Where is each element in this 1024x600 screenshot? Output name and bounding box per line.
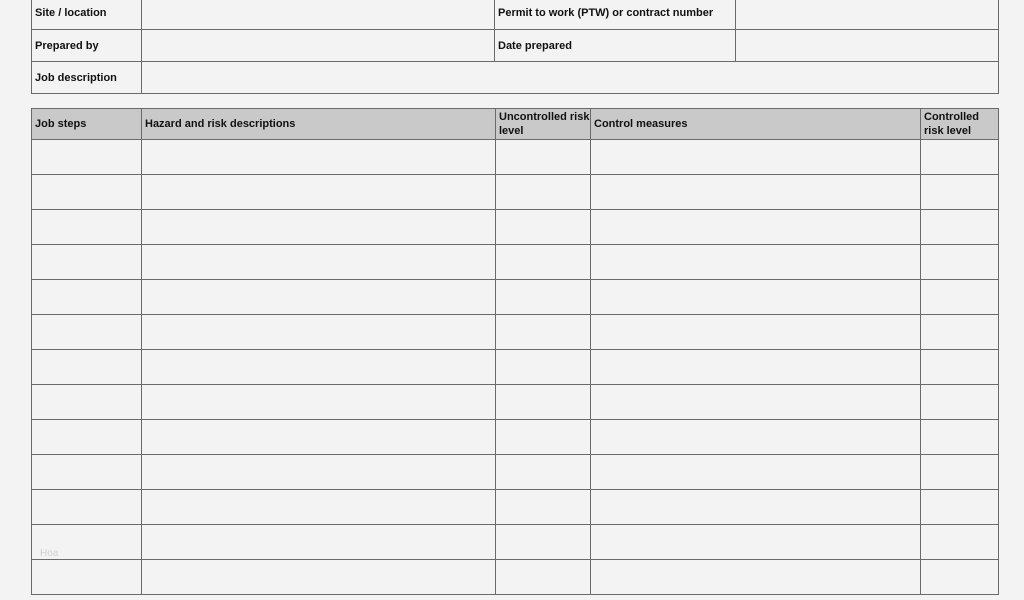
uncontrolled-risk-cell[interactable] <box>496 385 591 420</box>
hazard-cell[interactable] <box>142 140 496 175</box>
table-row <box>32 245 999 280</box>
hazard-cell[interactable] <box>142 420 496 455</box>
risk-table-body <box>32 140 999 595</box>
faint-watermark: Hoa <box>40 548 59 559</box>
col-uncontrolled-risk: Uncontrolled risk level <box>496 109 591 140</box>
col-hazard-risk: Hazard and risk descriptions <box>142 109 496 140</box>
col-controlled-risk: Controlled risk level <box>921 109 999 140</box>
table-row <box>32 420 999 455</box>
prepared-by-label: Prepared by <box>32 30 142 62</box>
job-steps-cell[interactable] <box>32 245 142 280</box>
hazard-cell[interactable] <box>142 175 496 210</box>
job-description-label: Job description <box>32 62 142 94</box>
controlled-risk-cell[interactable] <box>921 140 999 175</box>
uncontrolled-risk-cell[interactable] <box>496 490 591 525</box>
job-steps-cell[interactable] <box>32 560 142 595</box>
controlled-risk-cell[interactable] <box>921 455 999 490</box>
uncontrolled-risk-cell[interactable] <box>496 560 591 595</box>
hazard-cell[interactable] <box>142 455 496 490</box>
job-steps-cell[interactable] <box>32 175 142 210</box>
control-measures-cell[interactable] <box>591 455 921 490</box>
job-info-table <box>31 0 999 94</box>
control-measures-cell[interactable] <box>591 175 921 210</box>
uncontrolled-risk-cell[interactable] <box>496 175 591 210</box>
info-row-prepared <box>32 30 999 62</box>
ptw-label: Permit to work (PTW) or contract number <box>495 0 736 30</box>
uncontrolled-risk-cell[interactable] <box>496 315 591 350</box>
controlled-risk-cell[interactable] <box>921 560 999 595</box>
control-measures-cell[interactable] <box>591 560 921 595</box>
job-steps-cell[interactable] <box>32 455 142 490</box>
control-measures-cell[interactable] <box>591 210 921 245</box>
controlled-risk-cell[interactable] <box>921 385 999 420</box>
risk-assessment-table <box>31 108 999 595</box>
job-steps-cell[interactable] <box>32 315 142 350</box>
table-row <box>32 175 999 210</box>
hazard-cell[interactable] <box>142 525 496 560</box>
uncontrolled-risk-cell[interactable] <box>496 455 591 490</box>
hazard-cell[interactable] <box>142 350 496 385</box>
uncontrolled-risk-cell[interactable] <box>496 210 591 245</box>
control-measures-cell[interactable] <box>591 490 921 525</box>
controlled-risk-cell[interactable] <box>921 175 999 210</box>
controlled-risk-cell[interactable] <box>921 420 999 455</box>
controlled-risk-cell[interactable] <box>921 350 999 385</box>
hazard-cell[interactable] <box>142 245 496 280</box>
site-location-field[interactable] <box>142 0 495 30</box>
control-measures-cell[interactable] <box>591 420 921 455</box>
table-row <box>32 385 999 420</box>
table-row <box>32 315 999 350</box>
table-row <box>32 490 999 525</box>
job-steps-cell[interactable] <box>32 420 142 455</box>
job-steps-cell[interactable] <box>32 490 142 525</box>
hazard-cell[interactable] <box>142 490 496 525</box>
job-steps-cell[interactable] <box>32 210 142 245</box>
hazard-cell[interactable] <box>142 560 496 595</box>
ptw-field[interactable] <box>736 0 999 30</box>
uncontrolled-risk-cell[interactable] <box>496 420 591 455</box>
controlled-risk-cell[interactable] <box>921 525 999 560</box>
hazard-cell[interactable] <box>142 210 496 245</box>
col-control-measures: Control measures <box>591 109 921 140</box>
table-row <box>32 525 999 560</box>
table-row <box>32 210 999 245</box>
table-row <box>32 560 999 595</box>
control-measures-cell[interactable] <box>591 385 921 420</box>
col-job-steps: Job steps <box>32 109 142 140</box>
info-row-site <box>32 0 999 30</box>
job-steps-cell[interactable] <box>32 350 142 385</box>
control-measures-cell[interactable] <box>591 525 921 560</box>
control-measures-cell[interactable] <box>591 245 921 280</box>
controlled-risk-cell[interactable] <box>921 245 999 280</box>
controlled-risk-cell[interactable] <box>921 315 999 350</box>
uncontrolled-risk-cell[interactable] <box>496 525 591 560</box>
uncontrolled-risk-cell[interactable] <box>496 350 591 385</box>
uncontrolled-risk-cell[interactable] <box>496 280 591 315</box>
controlled-risk-cell[interactable] <box>921 210 999 245</box>
job-steps-cell[interactable] <box>32 140 142 175</box>
job-steps-cell[interactable] <box>32 280 142 315</box>
hazard-cell[interactable] <box>142 385 496 420</box>
table-row <box>32 350 999 385</box>
date-prepared-label: Date prepared <box>495 30 736 62</box>
control-measures-cell[interactable] <box>591 140 921 175</box>
job-steps-cell[interactable] <box>32 385 142 420</box>
uncontrolled-risk-cell[interactable] <box>496 140 591 175</box>
info-row-job <box>32 62 999 94</box>
control-measures-cell[interactable] <box>591 350 921 385</box>
risk-table-header <box>32 109 999 140</box>
control-measures-cell[interactable] <box>591 315 921 350</box>
table-row <box>32 140 999 175</box>
job-description-field[interactable] <box>142 62 999 94</box>
controlled-risk-cell[interactable] <box>921 280 999 315</box>
hazard-cell[interactable] <box>142 315 496 350</box>
table-row <box>32 455 999 490</box>
uncontrolled-risk-cell[interactable] <box>496 245 591 280</box>
prepared-by-field[interactable] <box>142 30 495 62</box>
control-measures-cell[interactable] <box>591 280 921 315</box>
hazard-cell[interactable] <box>142 280 496 315</box>
site-location-label: Site / location <box>32 0 142 30</box>
table-row <box>32 280 999 315</box>
date-prepared-field[interactable] <box>736 30 999 62</box>
controlled-risk-cell[interactable] <box>921 490 999 525</box>
